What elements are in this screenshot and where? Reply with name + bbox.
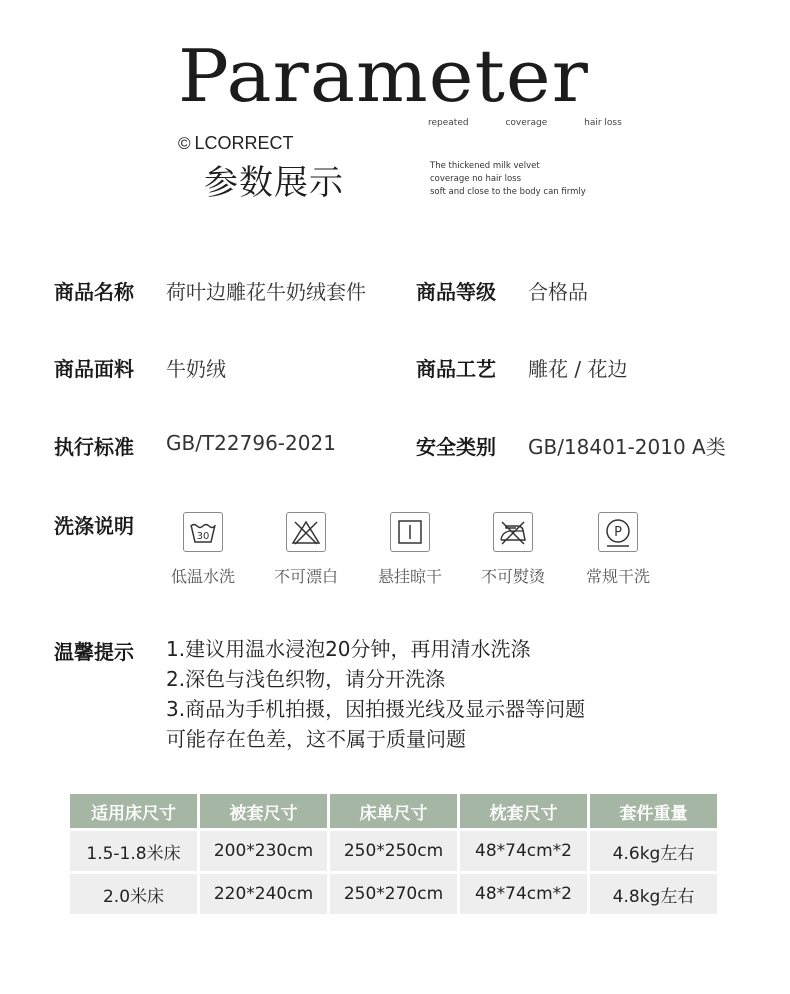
tip-line: 可能存在色差，这不属于质量问题 [166,727,466,751]
no-bleach-icon [286,512,326,552]
param-value-grade: 合格品 [528,280,588,304]
table-cell: 2.0米床 [70,874,197,914]
tag: coverage [505,118,548,128]
tag-list [428,118,656,128]
table-cell: 250*270cm [330,874,457,914]
param-value-safety: GB/18401-2010 A类 [528,435,726,459]
care-item-label: 常规干洗 [585,567,650,586]
tag: hair loss [584,118,622,128]
table-cell: 200*230cm [200,831,327,871]
no-iron-icon [493,512,533,552]
tips-label: 温馨提示 [54,640,134,664]
param-value-standard: GB/T22796-2021 [166,431,336,455]
care-item-label: 不可漂白 [273,567,338,586]
wash-30-icon [183,512,223,552]
param-label-craft: 商品工艺 [416,357,496,381]
table-header-cell: 床单尺寸 [330,794,457,828]
care-item [578,512,658,587]
care-item [473,512,553,587]
table-header-cell: 被套尺寸 [200,794,327,828]
care-item [370,512,450,587]
description-line: soft and close to the body can firmly [430,187,586,197]
param-label-fabric: 商品面料 [54,357,134,381]
care-item [163,512,243,587]
description [430,160,586,199]
hang-dry-icon [390,512,430,552]
size-spec-table [67,791,720,917]
care-item-label: 悬挂晾干 [377,567,442,586]
table-header-row [70,794,717,828]
table-header-cell: 枕套尺寸 [460,794,587,828]
table-row [70,831,717,871]
table-cell: 4.8kg左右 [590,874,717,914]
description-line: The thickened milk velvet [430,161,540,171]
param-value-craft: 雕花 / 花边 [528,357,628,381]
tips-content [166,634,585,754]
param-value-fabric: 牛奶绒 [166,357,226,381]
care-item [266,512,346,587]
table-cell: 220*240cm [200,874,327,914]
table-cell: 48*74cm*2 [460,874,587,914]
care-item-label: 低温水洗 [170,567,235,586]
dry-clean-p-icon [598,512,638,552]
wash-temp-text: 30 [196,531,210,542]
tip-line: 2.深色与浅色织物，请分开洗涤 [166,667,446,691]
param-label-standard: 执行标准 [54,435,134,459]
dry-clean-letter: P [614,525,622,540]
table-cell: 48*74cm*2 [460,831,587,871]
brand-name: LCORRECT [194,133,294,153]
param-label-name: 商品名称 [54,280,134,304]
table-header-cell: 适用床尺寸 [70,794,197,828]
description-line: coverage no hair loss [430,174,522,184]
copyright-icon: © [178,134,191,153]
table-row [70,874,717,914]
table-cell: 250*250cm [330,831,457,871]
tip-line: 3.商品为手机拍摄，因拍摄光线及显示器等问题 [166,697,586,721]
param-label-safety: 安全类别 [416,435,496,459]
title-chinese: 参数展示 [204,163,344,203]
param-label-grade: 商品等级 [416,280,496,304]
care-label: 洗涤说明 [54,514,134,538]
brand-line [178,133,294,154]
tag: repeated [428,118,469,128]
title-english: Parameter [178,34,589,118]
table-cell: 4.6kg左右 [590,831,717,871]
tip-line: 1.建议用温水浸泡20分钟，再用清水洗涤 [166,637,531,661]
table-cell: 1.5-1.8米床 [70,831,197,871]
param-value-name: 荷叶边雕花牛奶绒套件 [166,280,366,304]
care-item-label: 不可熨烫 [480,567,545,586]
table-header-cell: 套件重量 [590,794,717,828]
